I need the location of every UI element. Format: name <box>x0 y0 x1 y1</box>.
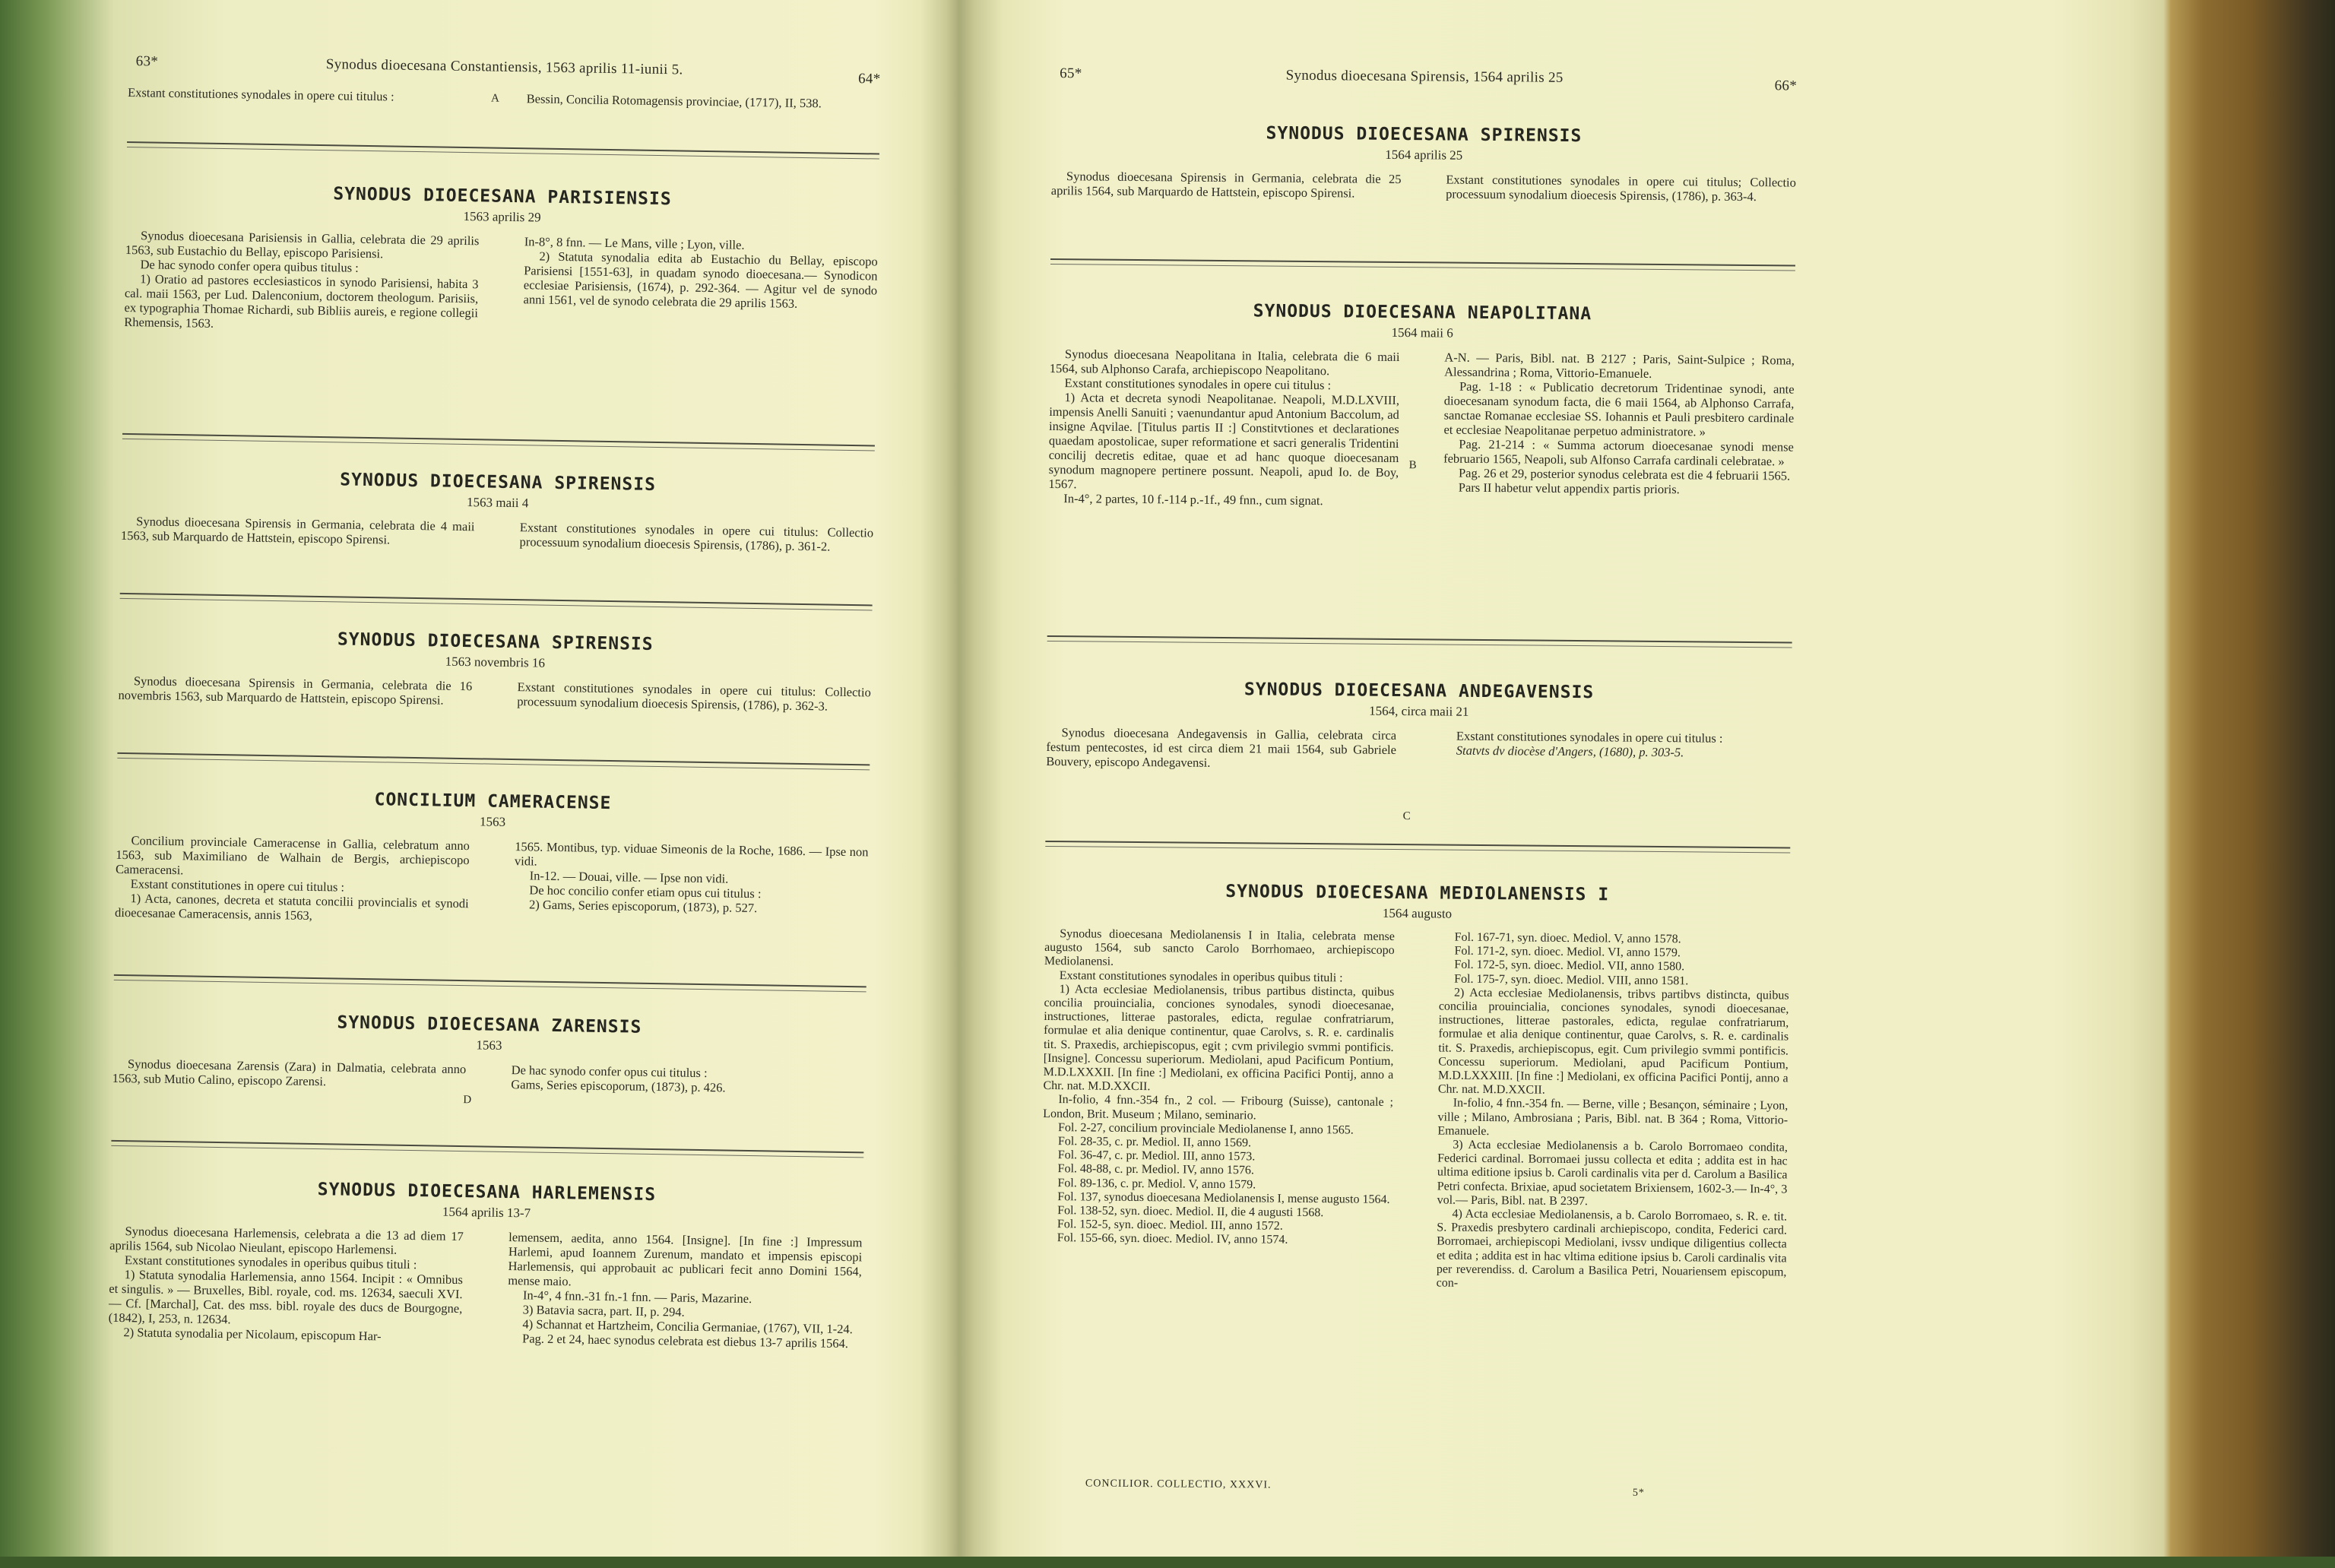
section-spirensis-1 <box>121 433 875 555</box>
page-number: 63* <box>135 53 159 70</box>
section-rule <box>111 1140 863 1158</box>
paragraph: Fol. 89-136, c. pr. Mediol. V, anno 1579. <box>1057 1176 1256 1192</box>
section-spirensis-2 <box>118 593 872 714</box>
paragraph: Synodus dioecesana Spirensis in Germania, celebrata die 4 maii 1563, sub Marquardo de Hattstein, episcopo Spirensi. <box>120 514 475 547</box>
section-date: 1563 maii 4 <box>466 495 529 511</box>
section-title: SYNODUS DIOECESANA ANDEGAVENSIS <box>1244 679 1595 703</box>
paragraph: Pars II habetur velut appendix partis prioris. <box>1458 480 1680 497</box>
column-1 <box>124 228 479 334</box>
paragraph: Fol. 2-27, concilium provinciale Mediolanense I, anno 1565. <box>1057 1120 1354 1137</box>
paragraph: Fol. 152-5, syn. dioec. Mediol. III, anno 1572. <box>1057 1218 1283 1233</box>
paragraph: In-4°, 2 partes, 10 f.-114 p.-1f., 49 fnn., cum signat. <box>1063 491 1323 508</box>
section-spirensis-1564 <box>1051 122 1797 204</box>
paragraph: Exstant constitutiones synodales in opere cui titulus : <box>1456 728 1723 746</box>
section-rule <box>1050 258 1795 271</box>
page-number: 66* <box>1774 78 1798 94</box>
paragraph: Synodus dioecesana Mediolanensis I in Italia, celebrata mense augusto 1564, sub sancto Carolo Borrhomaeo, archiepiscopo Mediolanensi. <box>1044 927 1395 969</box>
page-number: 65* <box>1060 65 1082 82</box>
section-cameracense <box>115 752 870 932</box>
paragraph: Synodus dioecesana Harlemensis, celebrata a die 13 ad diem 17 aprilis 1564, sub Nicolao Nieulant, episcopo Harlemensi. <box>109 1224 464 1257</box>
paragraph: Exstant constitutiones synodales in operibus quibus tituli : <box>1059 968 1343 984</box>
running-head <box>1052 65 1797 103</box>
paragraph: Synodus dioecesana Neapolitana in Italia, celebrata die 6 maii 1564, sub Alphonso Carafa, archiepiscopo Neapolitano. <box>1049 347 1400 379</box>
paragraph: 1) Acta ecclesiae Mediolanensis, tribus partibus distincta, quibus concilia prouincialia, conciones synodales, synodi dioecesanae, instructiones, litterae pastorales, edicta, regulae confratriarum, formulae et alia denique continentur, quae Carolvs, s. R. e. cardinalis tit. S. Praxedis, archiepiscopus, egit ; cvm privilegio svmmi pontificis. [Insigne]. Concessu superiorum. Mediolani, apud Pacificum Pontium, M.D.LXXXII. [In fine :] Mediolani, ex officina Pacifici Pontij, anno a Chr. nat. M.D.XXCII. <box>1043 982 1395 1094</box>
section-zarensis <box>112 974 867 1107</box>
paragraph: Gams, Series episcoporum, (1873), p. 426. <box>511 1077 726 1095</box>
section-title: SYNODUS DIOECESANA SPIRENSIS <box>337 629 654 654</box>
paragraph: 1) Acta, canones, decreta et statuta concilii provincialis et synodi dioecesanae Cameracensis, annis 1563, <box>114 891 469 923</box>
section-title: SYNODUS DIOECESANA NEAPOLITANA <box>1253 301 1592 325</box>
section-rule <box>122 433 875 451</box>
paragraph: 2) Acta ecclesiae Mediolanensis, tribvs partibvs distincta, quibus concilia prouincialia, conciones synodales, synodi dioecesanae, instructiones, litterae pastorales, edicta, regulae confratriarum, formulae et alia denique continentur, quae Carolvs, s. R. e. cardinalis tit. S. Praxedis, archiepiscopus, egit. Cum privilegio svmmi pontificis. Concessu superiorum. Mediolani, apud Pacificum Pontium, M.D.LXXXIII. [In fine :] Mediolani, ex officina Pacifici Pontij, anno a Chr. nat. M.D.XXCII. <box>1437 986 1789 1097</box>
section-neapolitana <box>1048 258 1795 512</box>
paragraph: Synodus dioecesana Spirensis in Germania, celebrata die 16 novembris 1563, sub Marquardo de Hattstein, episcopo Spirensi. <box>118 673 473 708</box>
section-title: SYNODUS DIOECESANA PARISIENSIS <box>333 184 672 210</box>
paragraph: 2) Statuta synodalia edita ab Eustachio du Bellay, episcopo Parisiensi [1551-63], in quadam synodo dioecesana.— Synodicon ecclesiae Parisiensis, (1674), p. 292-364. — Agitur vel de synodo anni 1561, vel de synodo celebrata die 29 aprilis 1563. <box>523 249 878 311</box>
running-title: Synodus dioecesana Spirensis, 1564 aprilis 25 <box>1285 67 1564 86</box>
paragraph: De hac synodo confer opus cui titulus : <box>511 1063 708 1081</box>
page-number: 64* <box>857 71 881 87</box>
paragraph: A-N. — Paris, Bibl. nat. B 2127 ; Paris, Saint-Sulpice ; Roma, Alessandrina ; Roma, Vittorio-Emanuele. <box>1444 350 1795 381</box>
section-date: 1564 augusto <box>1382 905 1453 921</box>
paragraph: 1) Statuta synodalia Harlemensia, anno 1564. Incipit : « Omnibus et singulis. » — Bruxelles, Bibl. royale, cod. ms. 12634, saeculi XVI. — Cf. [Marchal], Cat. des mss. bibl. royale des ducs de Bourgogne, (1842), I, 253, n. 12634. <box>108 1267 464 1327</box>
paragraph: 1) Acta et decreta synodi Neapolitanae. Neapoli, M.D.LXVIII, impensis Anelli Sanuiti ; vaenundantur apud Antonium Baccolum, ad insigne Aqvilae. [Titulus partis II :] Constitvtiones et declarationes quaedam apostolicae, super reformatione et sacri generalis Tridentini concilij decretis editae, quae et ad hanc quoque dioecesanam synodum magnopere pertinere possunt. Neapoli, apud Io. de Boy, 1567. <box>1048 390 1400 492</box>
section-rule <box>114 974 867 993</box>
paragraph: Pag. 26 et 29, posterior synodus celebrata est die 4 februarii 1565. <box>1458 465 1791 483</box>
section-date: 1563 <box>476 1037 502 1053</box>
paragraph: Synodus dioecesana Parisiensis in Gallia, celebrata die 29 aprilis 1563, sub Eustachio du Bellay, episcopo Parisiensi. <box>125 228 480 261</box>
section-rule <box>127 141 879 160</box>
paragraph: Synodus dioecesana Andegavensis in Gallia, celebrata circa festum pentecostes, id est circa diem 21 maii 1564, sub Gabriele Bouvery, episcopo Andegavensi. <box>1046 725 1397 770</box>
section-date: 1563 novembris 16 <box>445 654 546 670</box>
paragraph: Fol. 138-52, syn. dioec. Mediol. II, die 4 augusti 1568. <box>1057 1204 1324 1220</box>
intro-col-1: Exstant constitutiones synodales in opere cui titulus : <box>127 84 394 104</box>
paragraph: 3) Acta ecclesiae Mediolanensis a b. Carolo Borromaeo condita, Federici cardinal. Borromaei jussu collecta et edita ; addita est in hac ultima editione ipsius b. Caroli cardinalis vita per d. Carolum a Basilica Petri confecta. Brixiae, apud societatem Brixiensem, 1602-3.— In-4°, 3 vol.— Paris, Bibl. nat. B 2397. <box>1437 1138 1788 1208</box>
paragraph: 1565. Montibus, typ. viduae Simeonis de la Roche, 1686. — Ipse non vidi. <box>514 839 869 869</box>
section-title: SYNODUS DIOECESANA HARLEMENSIS <box>317 1180 657 1205</box>
running-title: Synodus dioecesana Constantiensis, 1563 aprilis 11-iunii 5. <box>325 56 683 78</box>
section-harlemensis <box>108 1140 863 1351</box>
section-title: SYNODUS DIOECESANA ZARENSIS <box>337 1012 642 1037</box>
paragraph: In-folio, 4 fnn.-354 fn. — Berne, ville ; Besançon, séminaire ; Lyon, ville ; Milano, Ambrosiana ; Paris, Bibl. nat. B 364 ; Roma, Vittorio-Emanuele. <box>1437 1097 1788 1138</box>
signature-mark: 5* <box>1632 1487 1645 1499</box>
section-title: SYNODUS DIOECESANA SPIRENSIS <box>340 470 657 495</box>
paragraph: In-4°, 4 fnn.-31 fn.-1 fnn. — Paris, Mazarine. <box>522 1288 752 1307</box>
section-mediolanensis <box>1041 841 1790 1294</box>
section-date: 1563 <box>479 814 506 829</box>
paragraph: Exstant constitutiones synodales in opere cui titulus : <box>1064 375 1332 393</box>
section-rule <box>1045 841 1790 854</box>
paragraph: 2) Statuta synodalia per Nicolaum, episcopum Har- <box>123 1325 382 1344</box>
paragraph: Fol. 167-71, syn. dioec. Mediol. V, anno 1578. <box>1454 930 1681 946</box>
margin-letter: A <box>490 92 499 105</box>
paragraph: De hac synodo confer opera quibus titulus : <box>140 257 359 275</box>
paragraph: Exstant constitutiones synodales in opere cui titulus; Collectio processuum synodalium dioecesis Spirensis, (1786), p. 363-4. <box>1446 172 1797 204</box>
paragraph: 1) Oratio ad pastores ecclesiasticos in synodo Parisiensi, habita 3 cal. maii 1563, per Lud. Dalenconium, doctorem theologum. Parisiis, ex typographia Thomae Richardi, sub Bibliis aureis, e regione collegii Rhemensis, 1563. <box>124 271 479 331</box>
right-page <box>1039 0 1798 1563</box>
paragraph: Pag. 1-18 : « Publicatio decretorum Tridentinae synodi, ante dioecesanam synodum facta, die 6 maii 1564, ab Alphonso Carrafa, sanctae Romanae ecclesiae SS. Iohannis et Pauli presbitero cardinale et ecclesiae Neapolitanae perpetuo administratore. » <box>1443 379 1795 439</box>
section-date: 1564 aprilis 25 <box>1385 147 1463 163</box>
paragraph: Pag. 2 et 24, haec synodus celebrata est diebus 13-7 aprilis 1564. <box>521 1331 849 1351</box>
section-rule <box>1047 635 1792 648</box>
section-date: 1564 aprilis 13-7 <box>442 1204 531 1221</box>
left-page <box>105 0 882 1568</box>
paragraph: Fol. 175-7, syn. dioec. Mediol. VIII, anno 1581. <box>1454 972 1689 987</box>
margin-letter: B <box>1408 459 1417 472</box>
paragraph: 2) Gams, Series episcoporum, (1873), p. 527. <box>528 897 758 916</box>
paragraph: 4) Acta ecclesiae Mediolanensis, a b. Carolo Borromaeo, s. R. e. tit. S. Praxedis presbytero cardinali archiepiscopo, condita, Federici card. Borromaei, archiepiscopi Mediolani, ivssv undique diligentius collecta et edita ; addita est in hac vltima editione ipsius b. Caroli cardinalis vita per reverendiss. d. Carolum a Basilica Petri, Nouariensem episcopum, con- <box>1436 1207 1788 1290</box>
paragraph: Fol. 28-35, c. pr. Mediol. II, anno 1569. <box>1057 1135 1252 1150</box>
paragraph: 3) Batavia sacra, part. II, p. 294. <box>522 1302 685 1319</box>
paragraph: Fol. 48-88, c. pr. Mediol. IV, anno 1576. <box>1057 1162 1255 1177</box>
paragraph: Fol. 155-66, syn. dioec. Mediol. IV, anno 1574. <box>1057 1231 1288 1247</box>
paragraph: Exstant constitutiones synodales in operibus quibus tituli : <box>124 1253 417 1272</box>
margin-letter: C <box>1402 810 1411 823</box>
paragraph: Synodus dioecesana Zarensis (Zara) in Dalmatia, celebrata anno 1563, sub Mutio Calino, episcopo Zarensi. <box>112 1056 467 1089</box>
section-title: SYNODUS DIOECESANA SPIRENSIS <box>1266 123 1583 147</box>
paragraph: lemensem, aedita, anno 1564. [Insigne]. [In fine :] Impressum Harlemi, apud Ioannem Zurenum, mandato et impensis episcopi Harlemensis, qui approbauit ac publicari fecit anno Domini 1564, mense maio. <box>508 1230 863 1289</box>
column-2 <box>523 234 878 341</box>
paragraph: In-12. — Douai, ville. — Ipse non vidi. <box>529 868 729 886</box>
paragraph: De hoc concilio confer etiam opus cui titulus : <box>529 882 762 901</box>
section-date: 1564, circa maii 21 <box>1369 703 1469 719</box>
paragraph: Fol. 36-47, c. pr. Mediol. III, anno 1573. <box>1057 1148 1256 1164</box>
section-date: 1563 aprilis 29 <box>463 208 541 225</box>
paragraph: 4) Schannat et Hartzheim, Concilia Germaniae, (1767), VII, 1-24. <box>522 1316 854 1337</box>
section-andegavensis <box>1046 635 1792 823</box>
section-rule <box>117 752 870 771</box>
paragraph: In-folio, 4 fnn.-354 fn., 2 col. — Fribourg (Suisse), cantonale ; London, Brit. Museum ; Milano, seminario. <box>1043 1093 1394 1123</box>
section-title: CONCILIUM CAMERACENSE <box>374 790 612 814</box>
paragraph: Statvts dv diocèse d'Angers, (1680), p. 303-5. <box>1456 743 1684 760</box>
page-footer: CONCILIOR. COLLECTIO, XXXVI. <box>1085 1478 1272 1491</box>
section-title: SYNODUS DIOECESANA MEDIOLANENSIS I <box>1225 882 1610 905</box>
section-rule <box>120 593 873 611</box>
paragraph: Synodus dioecesana Spirensis in Germania, celebrata die 25 aprilis 1564, sub Marquardo de Hattstein, episcopo Spirensi. <box>1050 169 1402 201</box>
paragraph: In-8°, 8 fnn. — Le Mans, ville ; Lyon, ville. <box>524 234 745 252</box>
section-parisiensis <box>124 141 879 341</box>
paragraph: Fol. 137, synodus dioecesana Mediolanensis I, mense augusto 1564. <box>1057 1189 1390 1206</box>
paragraph: Pag. 21-214 : « Summa actorum dioecesanae synodi mense februario 1565, Neapoli, sub Alfonso Carrafa cardinali celebratae. » <box>1443 436 1794 469</box>
paragraph: Exstant constitutiones synodales in opere cui titulus: Collectio processuum synodalium dioecesis Spirensis, (1786), p. 362-3. <box>517 679 871 714</box>
intro-col-2: Bessin, Concilia Rotomagensis provinciae, (1717), II, 538. <box>526 91 822 111</box>
paragraph: Fol. 171-2, syn. dioec. Mediol. VI, anno 1579. <box>1454 944 1681 960</box>
margin-letter: D <box>463 1094 472 1107</box>
section-date: 1564 maii 6 <box>1391 325 1453 341</box>
paragraph: Concilium provinciale Cameracense in Gallia, celebratum anno 1563, sub Maximiliano de Walhain de Bergis, archiepiscopo Cameracensi. <box>115 833 470 878</box>
paragraph: Exstant constitutiones in opere cui titulus : <box>130 876 345 895</box>
paragraph: Fol. 172-5, syn. dioec. Mediol. VII, anno 1580. <box>1454 958 1685 974</box>
paragraph: Exstant constitutiones synodales in opere cui titulus: Collectio processuum synodalium dioecesis Spirensis, (1786), p. 361-2. <box>519 520 874 554</box>
